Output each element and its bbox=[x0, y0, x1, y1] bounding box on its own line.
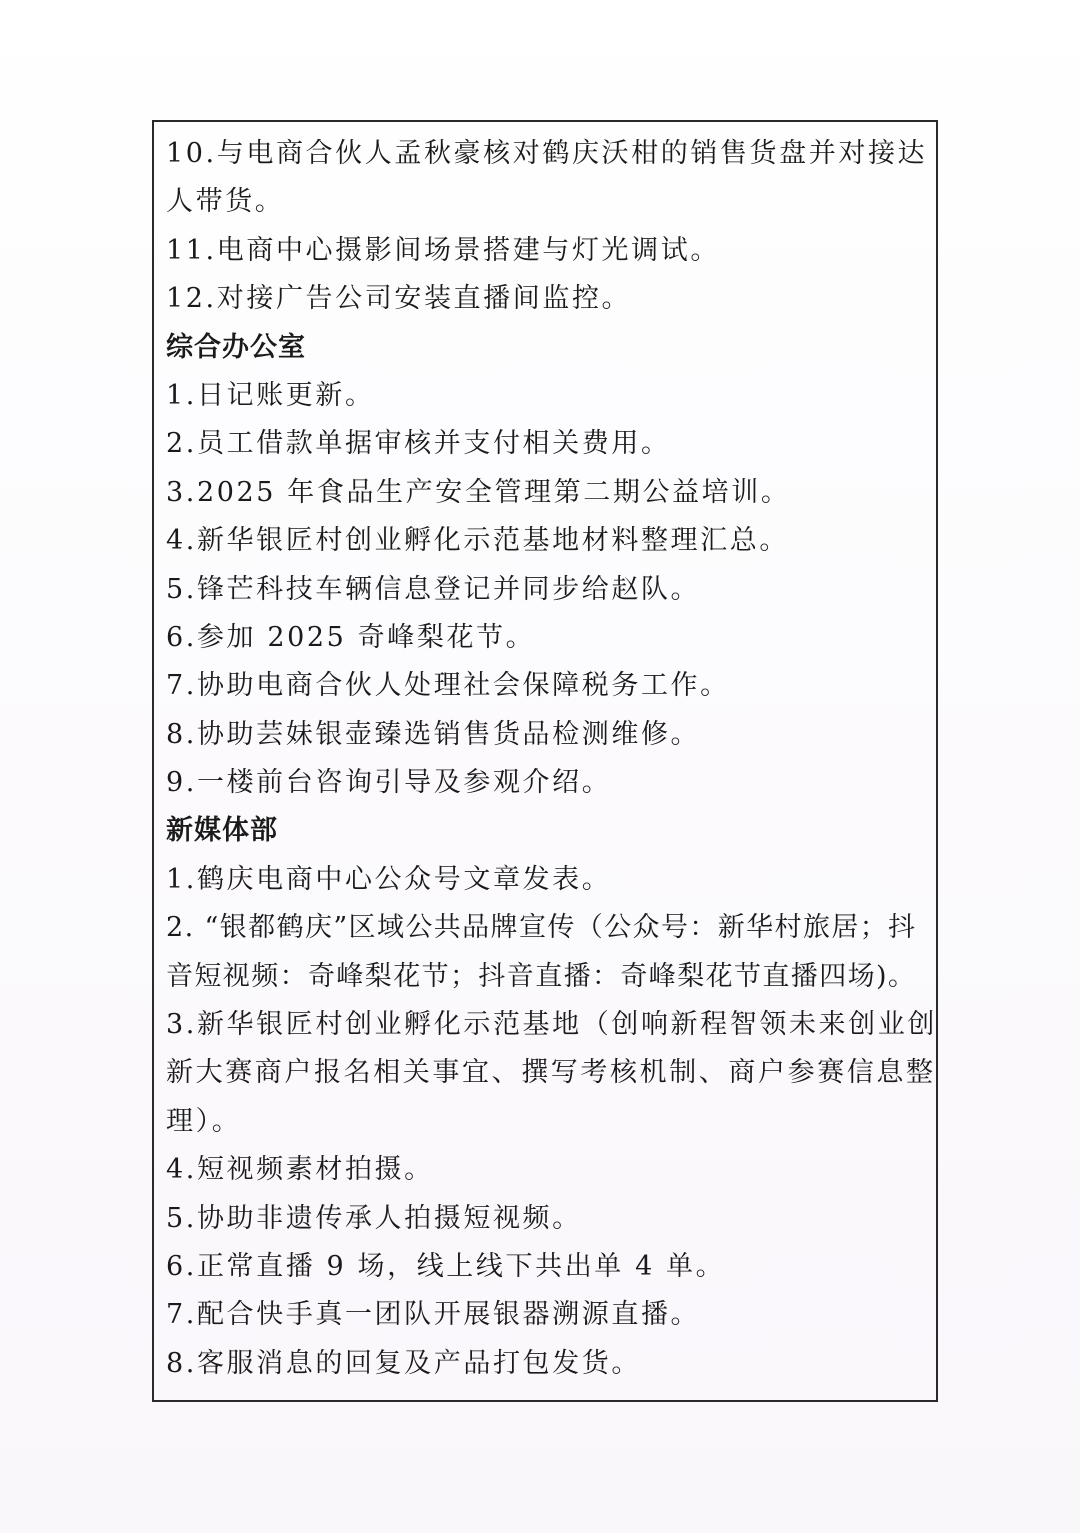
list-item: 6.正常直播 9 场，线上线下共出单 4 单。 bbox=[166, 1250, 726, 1282]
list-item: 新大赛商户报名相关事宜、撰写考核机制、商户参赛信息整 bbox=[166, 1057, 936, 1089]
list-item: 5.锋芒科技车辆信息登记并同步给赵队。 bbox=[166, 573, 701, 605]
list-item: 8.协助芸妹银壶臻选销售货品检测维修。 bbox=[166, 718, 701, 750]
list-item: 9.一楼前台咨询引导及参观介绍。 bbox=[166, 767, 612, 799]
list-item: 7.配合快手真一团队开展银器溯源直播。 bbox=[166, 1299, 701, 1331]
list-item: 7.协助电商合伙人处理社会保障税务工作。 bbox=[166, 670, 730, 702]
section-heading-media: 新媒体部 bbox=[166, 815, 278, 847]
list-item: 音短视频：奇峰梨花节；抖音直播：奇峰梨花节直播四场)。 bbox=[166, 960, 917, 992]
content-table-cell bbox=[152, 120, 938, 1402]
list-item: 5.协助非遗传承人拍摄短视频。 bbox=[166, 1202, 582, 1234]
list-item: 12.对接广告公司安装直播间监控。 bbox=[166, 283, 632, 315]
list-item: 4.新华银匠村创业孵化示范基地材料整理汇总。 bbox=[166, 525, 789, 557]
list-item: 6.参加 2025 奇峰梨花节。 bbox=[166, 621, 536, 653]
list-item: 3.新华银匠村创业孵化示范基地（创响新程智领未来创业创 bbox=[166, 1009, 937, 1041]
list-item: 11.电商中心摄影间场景搭建与灯光调试。 bbox=[166, 234, 720, 266]
list-item: 4.短视频素材拍摄。 bbox=[166, 1154, 434, 1186]
list-item: 8.客服消息的回复及产品打包发货。 bbox=[166, 1347, 641, 1379]
list-item: 1.鹤庆电商中心公众号文章发表。 bbox=[166, 863, 612, 895]
list-item: 2. “银都鹤庆”区域公共品牌宣传（公众号：新华村旅居；抖 bbox=[166, 912, 917, 944]
section-heading-office: 综合办公室 bbox=[166, 331, 306, 363]
list-item: 2.员工借款单据审核并支付相关费用。 bbox=[166, 428, 671, 460]
list-item: 1.日记账更新。 bbox=[166, 379, 375, 411]
list-item: 3.2025 年食品生产安全管理第二期公益培训。 bbox=[166, 476, 791, 508]
list-item: 理）。 bbox=[166, 1105, 242, 1137]
list-item: 10.与电商合伙人孟秋豪核对鹤庆沃柑的销售货盘并对接达 bbox=[166, 138, 928, 169]
list-item: 人带货。 bbox=[166, 186, 285, 218]
